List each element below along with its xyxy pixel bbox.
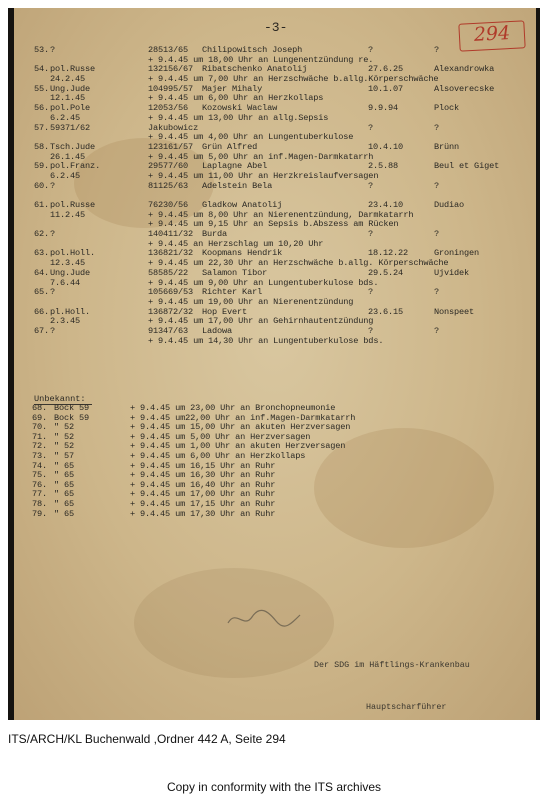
entry-number: 77. [32,489,48,500]
entry-birthplace: Ujvidek [434,267,470,278]
entry-death-note: + 9.4.45 um 19,00 Uhr an Nierenentzündung [148,296,354,307]
footer-title: Hauptscharführer [366,702,447,712]
entry-prisoner-number: 91347/63 [148,325,189,336]
entry-birthdate: 10.1.07 [368,83,404,94]
unknown-entries-list [32,404,532,519]
entry-number: 63. [34,248,50,259]
entry-block: " 65 [54,470,75,481]
entry-category: ? [50,45,56,55]
entry-number: 67. [34,325,50,336]
unknown-entry-row [32,481,532,491]
entry-number: 61. [34,200,50,210]
entry-number: 53. [34,45,50,55]
entry-name: Adelstein Bela [202,180,273,191]
entry-prisoner-number: 132156/67 [148,64,194,75]
conformity-note: Copy in conformity with the ITS archives [166,780,382,794]
entry-name: Salamon Tibor [202,267,268,278]
entry-block: " 52 [54,422,75,433]
entry-birthplace: ? [434,229,440,240]
entry-number: 72. [32,441,48,452]
entry-death-note: + 9.4.45 um 15,00 Uhr an akuten Herzversagen [130,422,351,433]
entry-death-note: + 9.4.45 um 16,40 Uhr an Ruhr [130,479,276,490]
entry-birthdate: 18.12.22 [368,248,409,259]
entry-number: 79. [32,508,48,519]
entry-birthdate: ? [368,180,374,191]
entry-birthplace: Beul et Giget [434,161,500,172]
entry-birthplace: Alsoverecske [434,83,495,94]
entry-number: 69. [32,412,48,423]
entry-death-note: + 9.4.45 um 1,00 Uhr an akuten Herzversagen [130,441,346,452]
entry-block: " 52 [54,441,75,452]
entry-birthdate: 23.6.15 [368,306,404,317]
entry-name: Ladowa [202,325,233,336]
entry-detail-row [34,317,534,327]
entry-prisoner-number: 104995/57 [148,83,194,94]
unknown-entry-row [32,490,532,500]
page-stamp-text: 294 [473,22,511,46]
entry-name: Majer Mihaly [202,83,263,94]
entry-block: " 65 [54,460,75,471]
entry-number: 78. [32,498,48,509]
entry-number: 74. [32,460,48,471]
entry-birthdate: 27.6.25 [368,64,404,75]
entry-category: ? [50,287,56,298]
entry-prisoner-number: 58585/22 [148,267,189,278]
entry-birthdate: ? [368,325,374,336]
entry-detail-row [34,172,534,182]
entry-prisoner-number: 28513/65 [148,45,189,55]
entry-prisoner-number: 136872/32 [148,306,194,317]
entry-name: Chilipowitsch Joseph [202,45,303,55]
entry-block: " 65 [54,479,75,490]
entry-prisoner-number: 105669/53 [148,287,194,298]
entry-death-note: + 9.4.45 um 7,00 Uhr an Herzschwäche b.allg.Körperschwäche [148,74,439,85]
entry-category: ? [50,180,56,191]
entry-name: Kozowski Waclaw [202,103,278,114]
entry-arrival-date: 11.2.45 [50,209,86,220]
entry-category: ? [50,325,56,336]
entry-death-note: + 9.4.45 um 5,00 Uhr an Herzversagen [130,431,311,442]
entry-arrival-date: 6.2.45 [50,170,81,181]
entry-birthplace: ? [434,122,440,133]
entry-number: 75. [32,470,48,481]
signature-scribble [224,603,304,633]
entry-birthdate: 9.9.94 [368,103,399,114]
entry-prisoner-number: 29577/60 [148,161,189,172]
entry-birthplace: Plock [434,103,460,114]
unknown-entry-row [32,452,532,462]
entry-prisoner-number: 81125/63 [148,180,189,191]
entry-number: 58. [34,141,50,152]
entry-prisoner-number: Jakubowicz [148,122,199,133]
entry-detail-row [34,133,534,143]
entry-number: 62. [34,229,50,240]
entry-arrival-date: 26.1.45 [50,151,86,162]
entry-name: Koopmans Hendrik [202,248,283,259]
entry-category: Ung.Jude [50,267,91,278]
entry-death-note: + 9.4.45 um 17,15 Uhr an Ruhr [130,498,276,509]
entry-arrival-date: 24.2.45 [50,74,86,85]
entry-arrival-date: 12.3.45 [50,258,86,269]
entry-block: Bock 59 [54,403,90,413]
entry-name: Burda [202,229,228,240]
entry-death-note: + 9.4.45 um 6,00 Uhr an Herzkollaps [148,93,324,104]
entry-number: 66. [34,306,50,317]
entry-number: 54. [34,64,50,75]
entry-detail-row [34,94,534,104]
entry-category: ? [50,229,56,240]
unknown-entry-row [32,471,532,481]
entry-death-note: + 9.4.45 um 6,00 Uhr an Herzkollaps [130,450,306,461]
entry-death-note: + 9.4.45 um 13,00 Uhr an allg.Sepsis [148,112,329,123]
entry-prisoner-number: 76230/56 [148,200,189,210]
entry-number: 65. [34,287,50,298]
entry-name: Laplagne Abel [202,161,268,172]
entry-category: Ung.Jude [50,83,91,94]
entry-name: Richter Karl [202,287,263,298]
entry-number: 68. [32,403,48,413]
entry-number: 70. [32,422,48,433]
entry-death-note: + 9.4.45 um 17,00 Uhr an Gehirnhautentzündung [148,316,374,327]
entry-birthplace: ? [434,45,440,55]
unknown-entry-row [32,500,532,510]
entry-number: 71. [32,431,48,442]
entry-birthdate: ? [368,229,374,240]
paper-sheet [14,8,536,720]
entry-block: " 65 [54,489,75,500]
entry-birthplace: ? [434,325,440,336]
entry-prisoner-number: 123161/57 [148,141,194,152]
entry-block: " 65 [54,498,75,509]
entry-death-note: + 9.4.45 um 18,00 Uhr an Lungenentzündung re. [148,54,374,65]
entry-birthdate: ? [368,122,374,133]
entry-death-note: + 9.4.45 um 9,15 Uhr an Sepsis b.Abszess am Rücken [148,219,399,230]
entry-birthdate: 10.4.10 [368,141,404,152]
unknown-entry-row [32,510,532,520]
entry-block: " 57 [54,450,75,461]
entry-category: pl.Holl. [50,306,91,317]
entry-birthplace: ? [434,180,440,191]
entry-detail-row [34,279,534,289]
entry-category: pol.Pole [50,103,91,114]
entries-list [34,46,534,346]
entry-birthdate: ? [368,45,374,55]
entry-death-note: + 9.4.45 um 23,00 Uhr an Bronchopneumonie [130,403,336,413]
entry-number: 59. [34,161,50,172]
entry-death-note: + 9.4.45 um 4,00 Uhr an Lungentuberkulose [148,132,354,143]
entry-detail-row [34,220,534,230]
entry-prisoner-number: 12053/56 [148,103,189,114]
entry-category: pol.Russe [50,64,96,75]
entry-birthplace: Groningen [434,248,480,259]
entry-arrival-date: 7.6.44 [50,277,81,288]
entry-detail-row [34,114,534,124]
entry-death-note: + 9.4.45 um 14,30 Uhr an Lungentuberkulose bds. [148,335,384,346]
entry-death-note: + 9.4.45 um 9,00 Uhr an Lungentuberkulose bds. [148,277,379,288]
entry-category: pol.Holl. [50,248,96,259]
entry-name: Gladkow Anatolij [202,200,283,210]
entry-death-note: + 9.4.45 um 22,30 Uhr an Herzschwäche b.allg. Körperschwäche [148,258,449,269]
entry-number: 56. [34,103,50,114]
entry-category: pol.Russe [50,200,96,210]
entry-row [34,182,534,192]
footer-sender: Der SDG im Häftlings-Krankenbau [314,660,470,670]
entry-prisoner-number: 140411/32 [148,229,194,240]
entry-birthdate: 2.5.88 [368,161,399,172]
entry-detail-row [34,337,534,347]
entry-birthdate: 29.5.24 [368,267,404,278]
archive-reference: ITS/ARCH/KL Buchenwald ,Ordner 442 A, Seite 294 [8,732,286,746]
entry-name: Ribatschenko Anatolij [202,64,308,75]
entry-birthplace: ? [434,287,440,298]
entry-birthdate: 23.4.10 [368,200,404,210]
entry-number: 57. [34,122,50,133]
entry-number: 73. [32,450,48,461]
entry-birthplace: Alexandrowka [434,64,495,75]
entry-number: 64. [34,267,50,278]
entry-death-note: + 9.4.45 um22,00 Uhr an inf.Magen-Darmkatarrh [130,412,356,423]
entry-name: Grün Alfred [202,141,258,152]
entry-birthplace: Nonspeet [434,306,475,317]
entry-category: pol.Franz. [50,161,101,172]
entry-number: 60. [34,180,50,191]
entry-death-note: + 9.4.45 um 17,30 Uhr an Ruhr [130,508,276,519]
entry-prisoner-number: 136821/32 [148,248,194,259]
scanned-page [8,8,540,720]
entry-number: 55. [34,83,50,94]
entry-name: Hop Evert [202,306,248,317]
page-header-number: -3- [264,20,288,35]
entry-death-note: + 9.4.45 um 8,00 Uhr an Nierenentzündung, Darmkatarrh [148,209,414,220]
entry-death-note: + 9.4.45 um 16,30 Uhr an Ruhr [130,470,276,481]
entry-death-note: + 9.4.45 um 16,15 Uhr an Ruhr [130,460,276,471]
entry-number: 76. [32,479,48,490]
entry-arrival-date: 2.3.45 [50,316,81,327]
entry-category: 59371/62 [50,122,91,133]
entry-category: Tsch.Jude [50,141,96,152]
section-label: Unbekannt: [34,394,86,404]
entry-birthplace: Brünn [434,141,460,152]
entry-death-note: + 9.4.45 um 11,00 Uhr an Herzkreislaufversagen [148,170,379,181]
unknown-entry-row [32,462,532,472]
entry-birthdate: ? [368,287,374,298]
entry-block: Bock 59 [54,412,90,423]
entry-arrival-date: 6.2.45 [50,112,81,123]
entry-arrival-date: 12.1.45 [50,93,86,104]
entry-block: " 65 [54,508,75,519]
entry-birthplace: Dudiao [434,200,465,210]
entry-death-note: + 9.4.45 um 17,00 Uhr an Ruhr [130,489,276,500]
entry-death-note: + 9.4.45 an Herzschlag um 10,20 Uhr [148,238,324,249]
entry-death-note: + 9.4.45 um 5,00 Uhr an inf.Magen-Darmkatarrh [148,151,374,162]
entry-block: " 52 [54,431,75,442]
